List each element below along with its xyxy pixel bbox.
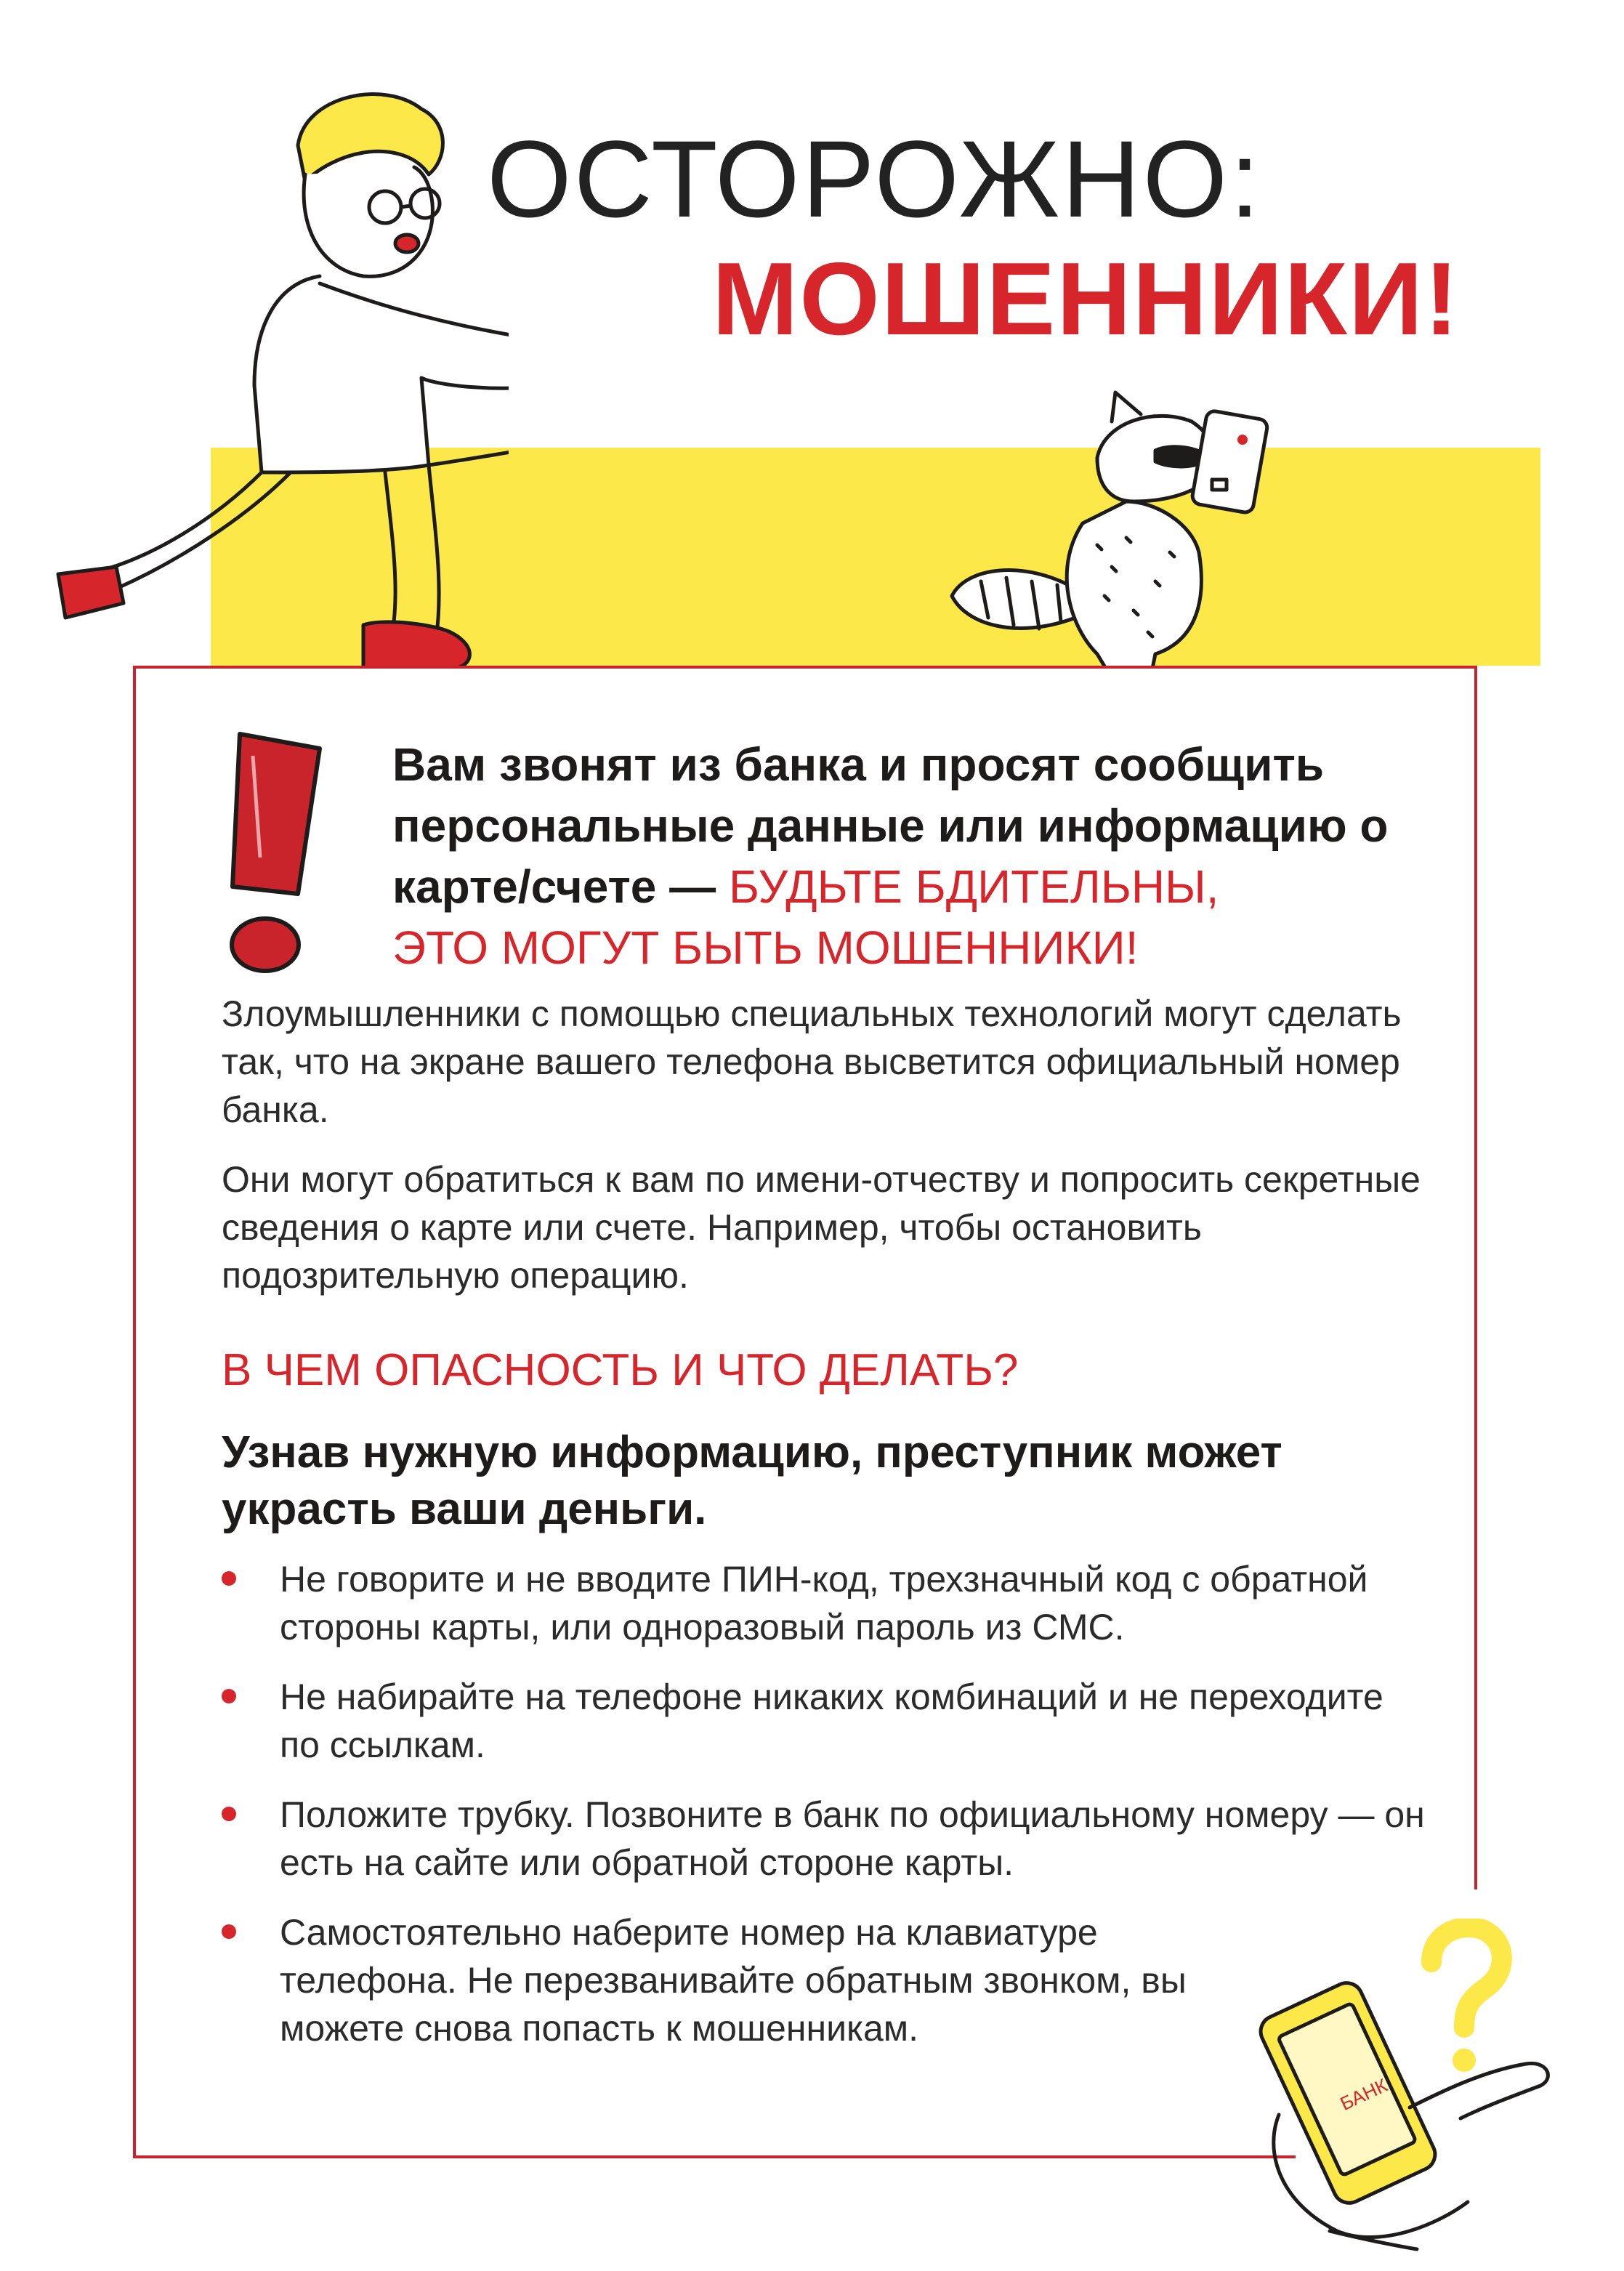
list-item-text: Не набирайте на телефоне никаких комбинаций и не переходите по ссылкам. [280, 1677, 1383, 1765]
page-title-line-2: МОШЕННИКИ! [712, 241, 1461, 357]
list-item [222, 1555, 1428, 1651]
paragraph-1: Злоумышленники с помощью специальных технологий могут сделать так, что на экране вашего телефона высветится официальный номер банка. [222, 993, 1402, 1130]
advice-list [222, 1555, 1428, 2074]
page-title-line-1: ОСТОРОЖНО: [487, 118, 1262, 240]
phone-in-hand-illustration [1250, 1962, 1570, 2253]
list-item-text: Не говорите и не вводите ПИН-код, трехзначный код с обратной стороны карты, или одноразовый пароль из СМС. [280, 1559, 1368, 1647]
bullet-dot [222, 1807, 236, 1821]
list-item [222, 1908, 1282, 2052]
section-lead: Узнав нужную информацию, преступник может украсть ваши деньги. [222, 1427, 1282, 1534]
intro-lead [392, 734, 1410, 978]
bullet-dot [222, 1689, 236, 1703]
list-item [222, 1673, 1428, 1769]
bullet-dot [222, 1571, 236, 1586]
exclamation-icon [211, 727, 334, 974]
section-heading: В ЧЕМ ОПАСНОСТЬ И ЧТО ДЕЛАТЬ? [222, 1345, 1019, 1395]
intro-warning-2: ЭТО МОГУТ БЫТЬ МОШЕННИКИ! [392, 921, 1139, 974]
raccoon-thief-illustration [937, 378, 1279, 698]
running-man-illustration [44, 65, 509, 705]
phone-screen-text: БАНК [1336, 2074, 1391, 2115]
panel-bottom-line [133, 2155, 1296, 2158]
bullet-dot [222, 1924, 236, 1939]
intro-warning-1: БУДЬТЕ БДИТЕЛЬНЫ, [728, 860, 1219, 913]
intro-lead-text: Вам звонят из банка и просят сообщить персональные данные или информацию о карте/счете — [392, 738, 1389, 913]
paragraph-2: Они могут обратиться к вам по имени-отчеству и попросить секретные сведения о карте или счете. Например, чтобы остановить подозрительную операцию. [222, 1159, 1421, 1296]
list-item [222, 1791, 1428, 1887]
list-item-text: Положите трубку. Позвоните в банк по официальному номеру — он есть на сайте или обратной стороне карты. [280, 1794, 1425, 1883]
panel-right-border [1474, 666, 1477, 1887]
list-item-text: Самостоятельно наберите номер на клавиатуре телефона. Не перезванивайте обратным звонком, вы можете снова попасть к мошенникам. [280, 1912, 1187, 2049]
